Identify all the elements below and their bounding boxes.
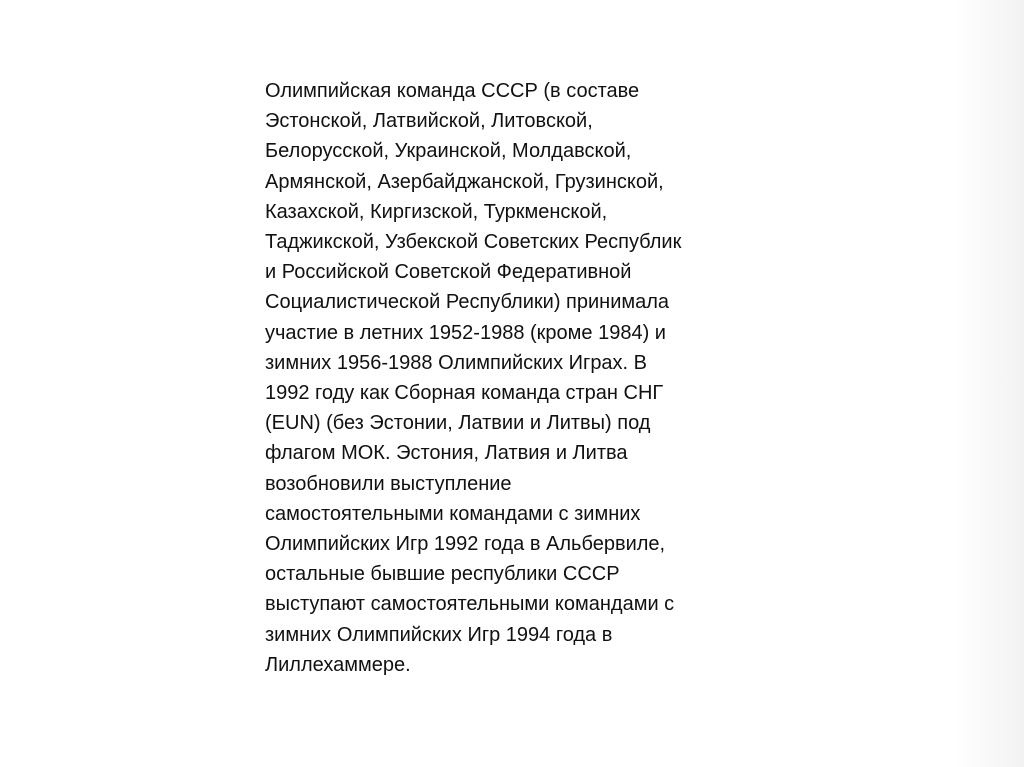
text-line: Таджикской, Узбекской Советских Республик (265, 231, 682, 254)
text-line: зимних 1956-1988 Олимпийских Играх. В (265, 351, 648, 374)
text-line: остальные бывшие республики СССР (265, 563, 620, 586)
text-line: Белорусской, Украинской, Молдавской, (265, 140, 632, 163)
text-line: (EUN) (без Эстонии, Латвии и Литвы) под (265, 412, 651, 435)
text-line: 1992 году как Сборная команда стран СНГ (265, 382, 664, 405)
text-line: Лиллехаммере. (265, 653, 411, 676)
text-line: Олимпийских Игр 1992 года в Альбервиле, (265, 533, 666, 556)
text-line: участие в летних 1952-1988 (кроме 1984) и (265, 321, 666, 344)
text-line: самостоятельными командами с зимних (265, 502, 641, 525)
body-text (265, 76, 805, 680)
text-line: Социалистической Республики) принимала (265, 291, 670, 314)
text-line: Армянской, Азербайджанской, Грузинской, (265, 170, 664, 193)
slide-edge-shadow (954, 0, 1024, 767)
text-line: Эстонской, Латвийской, Литовской, (265, 110, 593, 133)
text-line: зимних Олимпийских Игр 1994 года в (265, 623, 613, 646)
text-line: Олимпийская команда СССР (в составе (265, 80, 640, 102)
text-line: и Российской Советской Федеративной (265, 261, 632, 284)
text-line: Казахской, Киргизской, Туркменской, (265, 200, 608, 223)
text-line: выступают самостоятельными командами с (265, 593, 675, 616)
text-line: возобновили выступление (265, 472, 512, 495)
text-line: флагом МОК. Эстония, Латвия и Литва (265, 442, 628, 465)
